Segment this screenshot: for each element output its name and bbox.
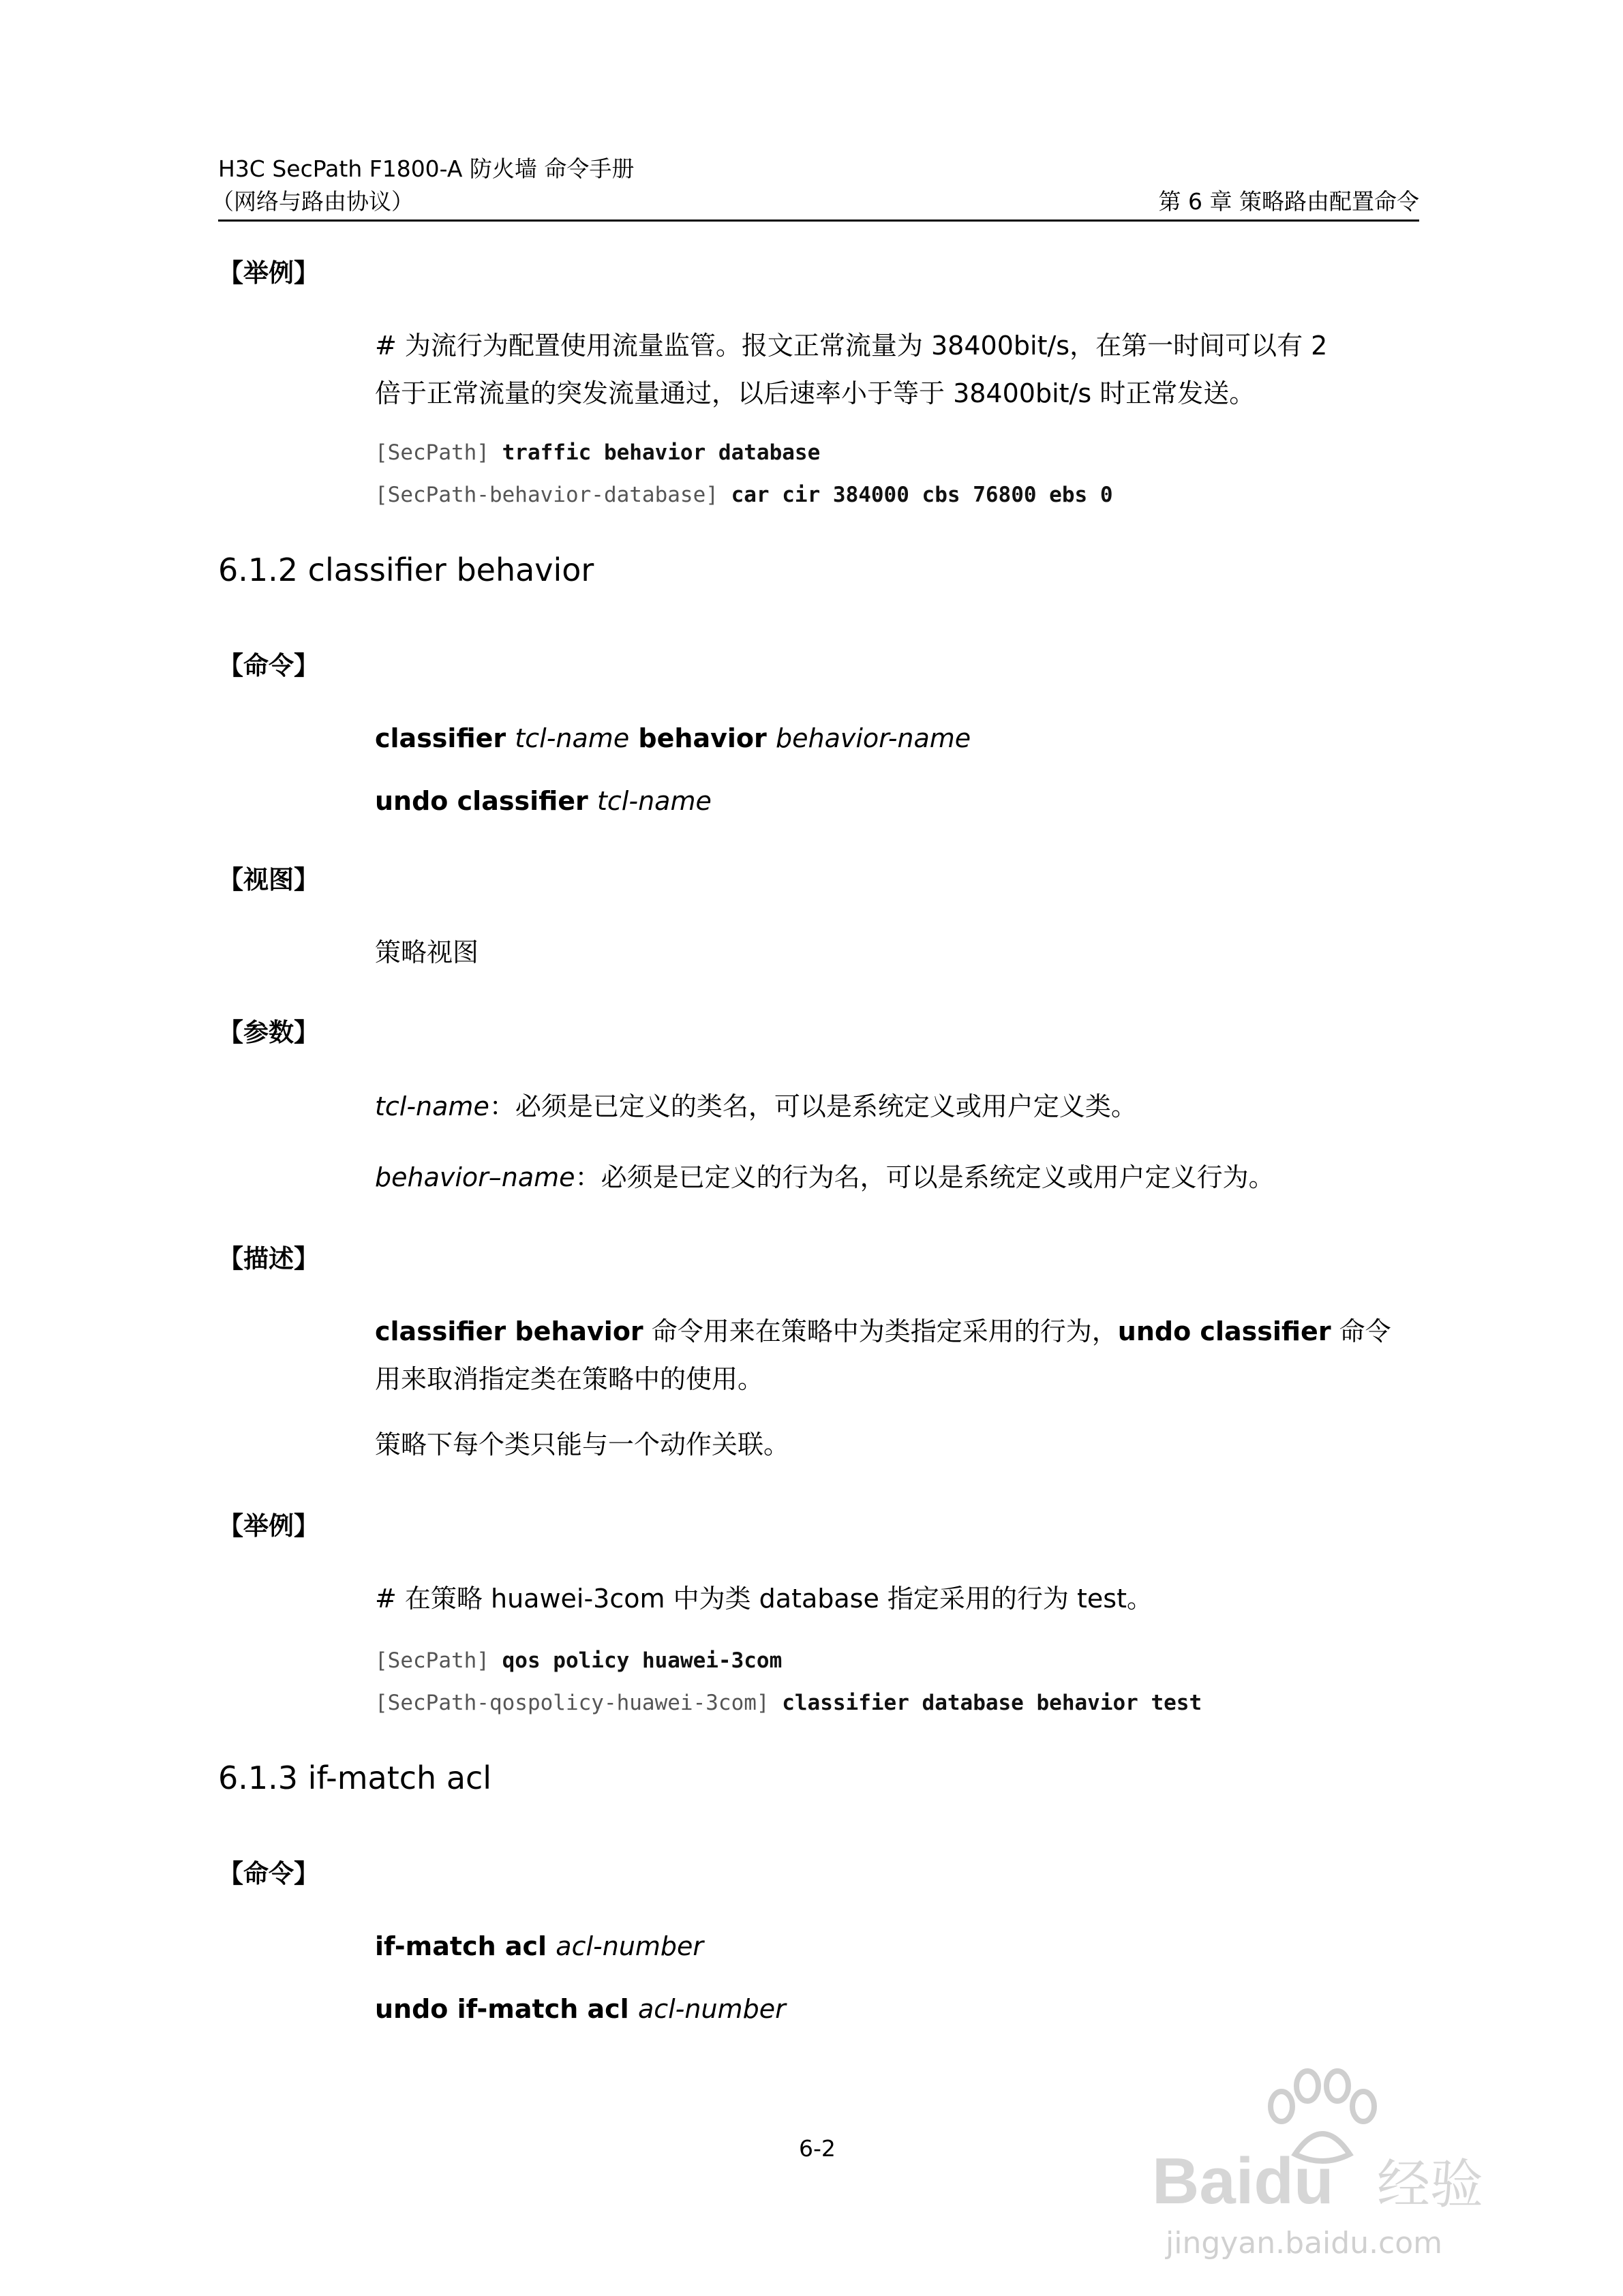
example-desc: # 在策略 huawei-3com 中为类 database 指定采用的行为 test。 (375, 1584, 1153, 1614)
syntax-argument: tcl-name (597, 786, 712, 816)
syntax-argument: acl-number (637, 1994, 786, 2024)
code-command: qos policy huawei-3com (502, 1648, 783, 1673)
desc-text: 命令用来在策略中为类指定采用的行为， (643, 1316, 1118, 1346)
code-line (375, 1689, 1202, 1717)
header-subtitle: （网络与路由协议） (211, 188, 414, 215)
syntax-keyword: behavior (629, 723, 776, 753)
header-title: H3C SecPath F1800-A 防火墙 命令手册 (218, 155, 635, 182)
desc-text: 命令 (1331, 1316, 1391, 1346)
description-line2: 用来取消指定类在策略中的使用。 (375, 1364, 764, 1394)
code-command: car cir 384000 cbs 76800 ebs 0 (731, 483, 1113, 507)
param-name: behavior–name (375, 1162, 575, 1192)
example-desc-line2: 倍于正常流量的突发流量通过，以后速率小于等于 38400bit/s 时正常发送。 (375, 378, 1256, 408)
syntax-argument: behavior-name (775, 723, 971, 753)
watermark-product: 经验 (1377, 2154, 1484, 2216)
syntax-line (375, 1931, 703, 1962)
example-label: 【举例】 (218, 258, 319, 288)
param-line (375, 1091, 1137, 1122)
params-label: 【参数】 (218, 1018, 319, 1047)
view-label: 【视图】 (218, 865, 319, 894)
syntax-keyword: classifier (375, 723, 515, 753)
watermark-url: jingyan.baidu.com (1166, 2226, 1443, 2261)
code-prompt: [SecPath-qospolicy-huawei-3com] (375, 1691, 783, 1715)
description-label: 【描述】 (218, 1244, 319, 1273)
description-line1 (375, 1316, 1391, 1347)
syntax-line (375, 1993, 786, 2025)
param-line (375, 1162, 1275, 1193)
syntax-line (375, 723, 971, 754)
code-command: classifier database behavior test (782, 1691, 1202, 1715)
section-heading-613: 6.1.3 if-match acl (218, 1759, 492, 1796)
syntax-keyword: if-match acl (375, 1931, 556, 1961)
code-prompt: [SecPath] (375, 1648, 502, 1673)
param-text: ：必须是已定义的行为名，可以是系统定义或用户定义行为。 (575, 1162, 1275, 1192)
syntax-keyword: undo if-match acl (375, 1994, 638, 2024)
page-number: 6-2 (799, 2135, 836, 2162)
code-prompt: [SecPath-behavior-database] (375, 483, 731, 507)
baidu-watermark (1152, 2066, 1534, 2270)
section-heading-612: 6.1.2 classifier behavior (218, 552, 594, 588)
header-rule (218, 220, 1419, 222)
code-command: traffic behavior database (502, 440, 821, 465)
code-line (375, 481, 1113, 509)
command-label: 【命令】 (218, 651, 319, 680)
param-text: ：必须是已定义的类名，可以是系统定义或用户定义类。 (489, 1091, 1137, 1121)
desc-keyword: classifier behavior (375, 1316, 643, 1346)
view-text: 策略视图 (375, 937, 479, 967)
code-line (375, 439, 820, 466)
header-chapter: 第 6 章 策略路由配置命令 (1158, 188, 1419, 215)
code-prompt: [SecPath] (375, 440, 502, 465)
syntax-line (375, 785, 712, 817)
watermark-brand-text: Bai (1152, 2145, 1254, 2218)
example-label: 【举例】 (218, 1511, 319, 1541)
syntax-keyword: undo classifier (375, 786, 598, 816)
example-desc-line1: # 为流行为配置使用流量监管。报文正常流量为 38400bit/s，在第一时间可以有 2 (375, 331, 1328, 361)
watermark-brand (1152, 2147, 1334, 2216)
command-label: 【命令】 (218, 1859, 319, 1888)
description-line3: 策略下每个类只能与一个动作关联。 (375, 1430, 790, 1460)
syntax-argument: acl-number (556, 1931, 704, 1961)
param-name: tcl-name (375, 1091, 489, 1121)
desc-keyword: undo classifier (1117, 1316, 1331, 1346)
syntax-argument: tcl-name (515, 723, 630, 753)
code-line (375, 1647, 782, 1674)
watermark-brand-text2: du (1254, 2145, 1334, 2218)
